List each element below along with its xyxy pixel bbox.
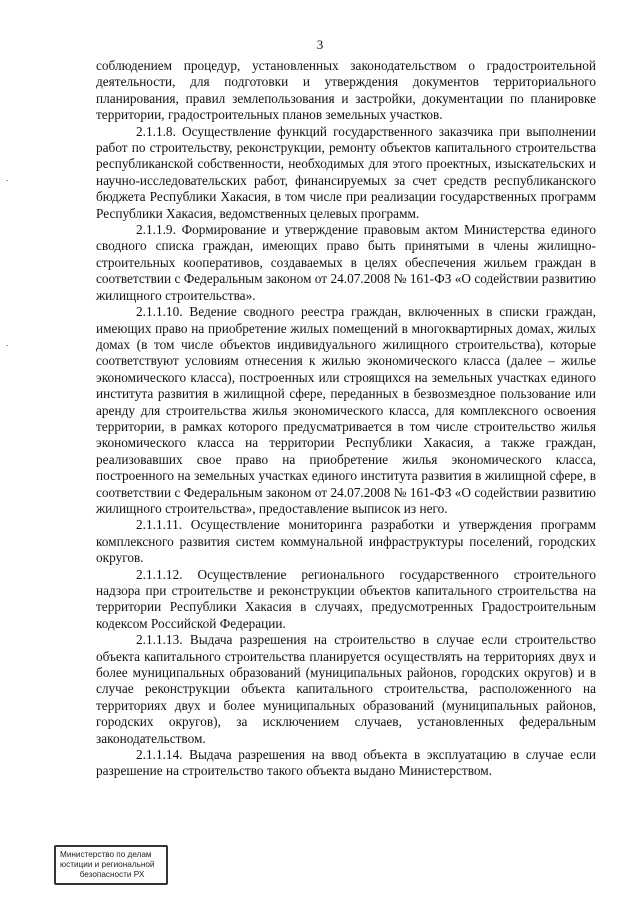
paragraph-2-1-1-10: 2.1.1.10. Ведение сводного реестра граждан, включенных в списки граждан, имеющих право на приобретение жилых помещений в многоквартирных домах, жилых домах (в том числе объектов индивидуального жилищного строительства), которые соответствуют условиям отнесения к жилью экономического класса (далее – жилье экономического класса), построенных или строящихся на земельных участках единого института развития в жилищной сфере, переданных в безвозмездное пользование или аренду для строительства жилья экономического класса, для комплексного освоения территории, в рамках которого предусматривается в том числе строительство жилья экономического класса на территории Республики Хакасия, а также граждан, реализовавших свое право на приобретение жилья экономического класса, построенного на земельных участках единого института развития в жилищной сфере, в соответствии с Федеральным законом от 24.07.2008 № 161-ФЗ «О содействии развитию жилищного строительства», предоставление выписок из него.: [96, 304, 596, 516]
registration-stamp: [54, 845, 168, 885]
stamp-line-2: юстиции и региональной: [60, 860, 155, 869]
paragraph-2-1-1-9: 2.1.1.9. Формирование и утверждение правовым актом Министерства единого сводного списка граждан, имеющих право быть принятыми в члены жилищно-строительных кооперативов, создаваемых в целях обеспечения жильем граждан в соответствии с Федеральным законом от 24.07.2008 № 161-ФЗ «О содействии развитию жилищного строительства».: [96, 222, 596, 303]
paragraph-2-1-1-13: 2.1.1.13. Выдача разрешения на строительство в случае если строительство объекта капитального строительства планируется осуществлять на территориях двух и более муниципальных образований (муниципальных районов, городских округов) и в случае реконструкции объекта капитального строительства, расположенного на территориях двух и более муниципальных образований (муниципальных районов, городских округов), за исключением случаев, установленных федеральным законодательством.: [96, 632, 596, 746]
paragraph-2-1-1-11: 2.1.1.11. Осуществление мониторинга разработки и утверждения программ комплексного развития систем коммунальной инфраструктуры поселений, городских округов.: [96, 517, 596, 566]
paragraph-continuation: соблюдением процедур, установленных законодательством о градостроительной деятельности, для подготовки и утверждения документов территориального планирования, правил землепользования и застройки, документации по планировке территории, градостроительных планов земельных участков.: [96, 58, 596, 123]
document-body: [96, 58, 596, 780]
stamp-line-1: Министерство по делам: [60, 850, 152, 859]
scan-margin-mark: [6, 345, 8, 346]
stamp-line-3: безопасности РХ: [79, 870, 145, 879]
page-number: 3: [316, 37, 324, 52]
paragraph-2-1-1-8: 2.1.1.8. Осуществление функций государственного заказчика при выполнении работ по строительству, реконструкции, ремонту объектов капитального строительства республиканской собственности, необходимых для этого проектных, изыскательских и научно-исследовательских работ, финансируемых за счет средств республиканского бюджета Республики Хакасия, в том числе при реализации государственных программ Республики Хакасия, ведомственных целевых программ.: [96, 123, 596, 221]
paragraph-2-1-1-14: 2.1.1.14. Выдача разрешения на ввод объекта в эксплуатацию в случае если разрешение на строительство такого объекта выдано Министерством.: [96, 747, 596, 779]
scan-margin-mark: [6, 180, 8, 181]
paragraph-2-1-1-12: 2.1.1.12. Осуществление регионального государственного строительного надзора при строительстве и реконструкции объектов капитального строительства на территории Республики Хакасия в случаях, предусмотренных Градостроительным кодексом Российской Федерации.: [96, 566, 596, 631]
